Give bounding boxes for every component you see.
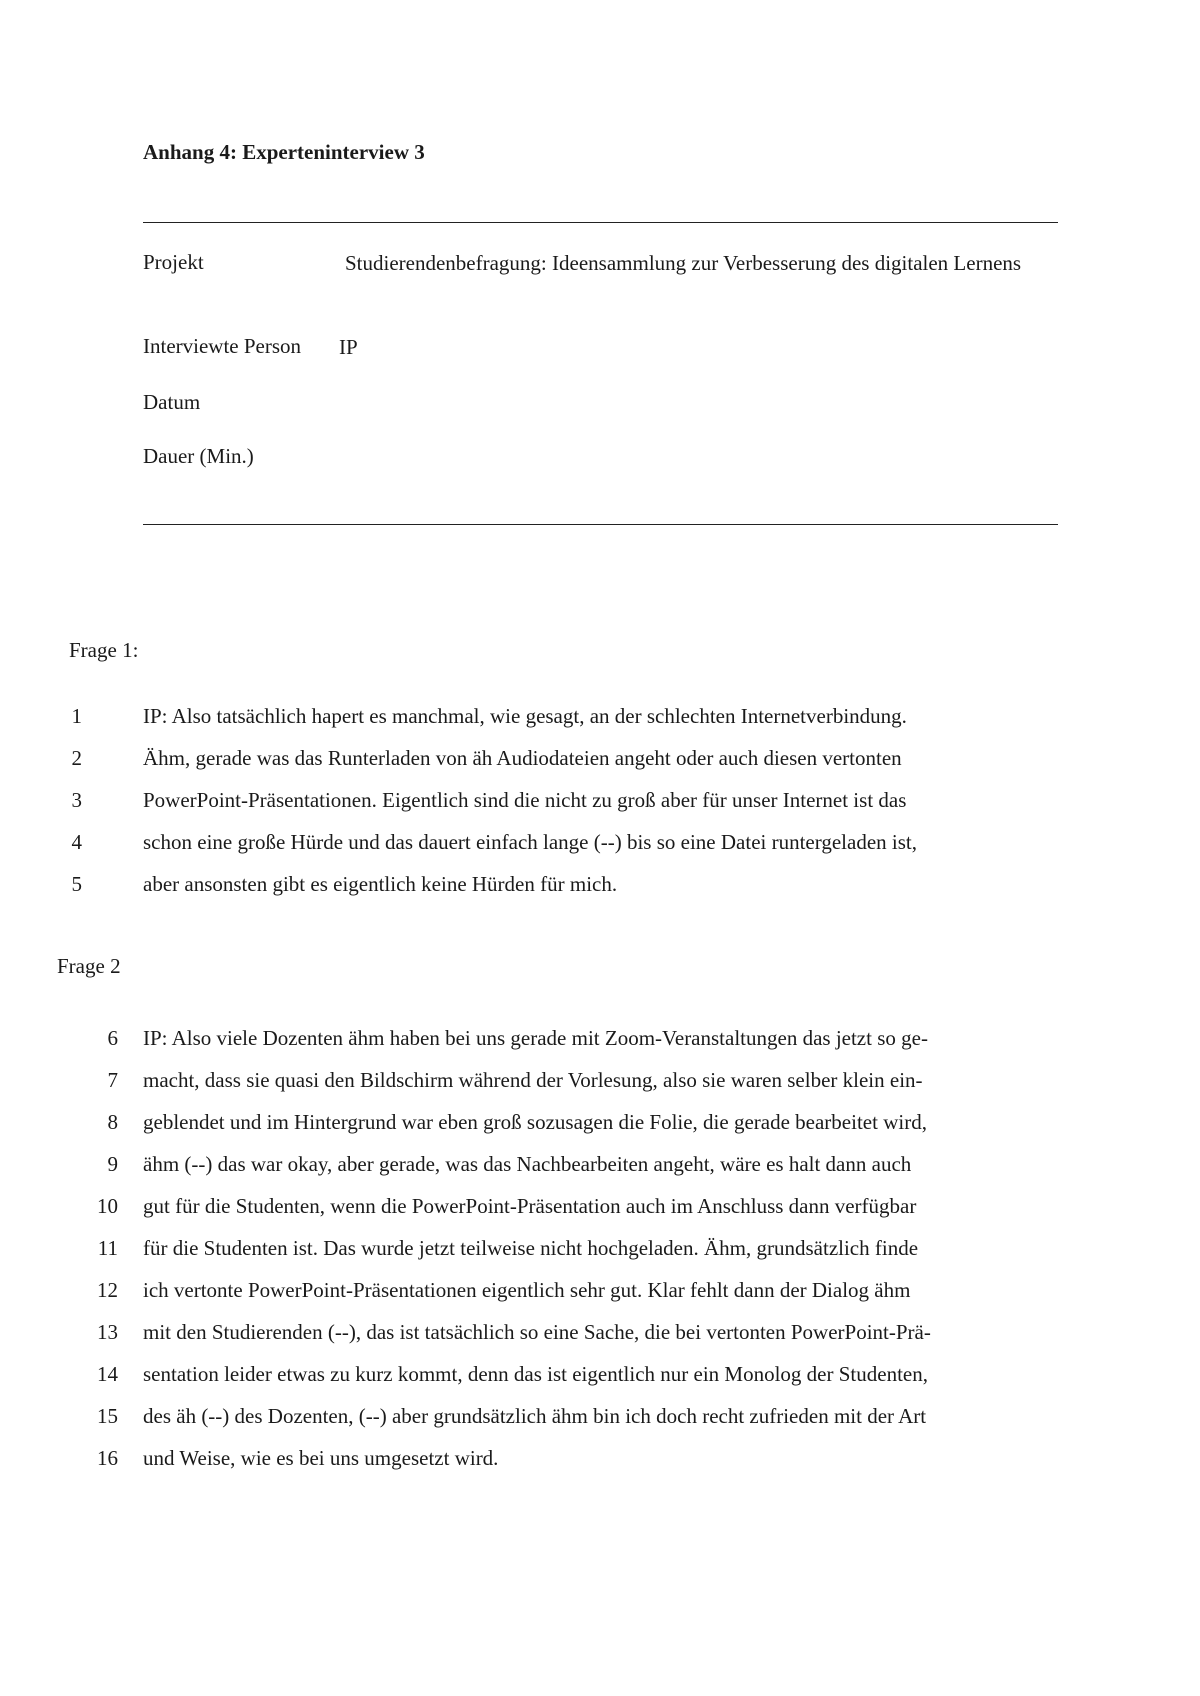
- transcript-line: [0, 1026, 1200, 1056]
- line-text: Ähm, gerade was das Runterladen von äh Audiodateien angeht oder auch diesen vertonten: [143, 746, 902, 770]
- line-text: und Weise, wie es bei uns umgesetzt wird.: [143, 1446, 499, 1470]
- transcript-line: [0, 1194, 1200, 1224]
- page-title: Anhang 4: Experteninterview 3: [143, 140, 425, 164]
- line-text: aber ansonsten gibt es eigentlich keine Hürden für mich.: [143, 872, 618, 896]
- transcript-line: [0, 1404, 1200, 1434]
- line-text: ähm (--) das war okay, aber gerade, was das Nachbearbeiten angeht, wäre es halt dann auch: [143, 1152, 912, 1176]
- line-number: 16: [97, 1446, 118, 1470]
- line-number: 4: [71, 830, 82, 854]
- transcript-line: [0, 1278, 1200, 1308]
- transcript-line: [0, 704, 1200, 734]
- meta-label: Dauer (Min.): [143, 444, 254, 468]
- line-number: 1: [71, 704, 82, 728]
- line-number: 13: [97, 1320, 118, 1344]
- line-number: 12: [97, 1278, 118, 1302]
- line-number: 6: [107, 1026, 118, 1050]
- line-text: geblendet und im Hintergrund war eben groß sozusagen die Folie, die gerade bearbeitet wird,: [143, 1110, 927, 1134]
- transcript-line: [0, 1446, 1200, 1476]
- meta-value: Studierendenbefragung: Ideensammlung zur Verbesserung des digitalen Lernens: [345, 251, 1022, 275]
- line-number: 9: [107, 1152, 118, 1176]
- line-text: macht, dass sie quasi den Bildschirm während der Vorlesung, also sie waren selber klein ein-: [143, 1068, 923, 1092]
- line-text: IP: Also viele Dozenten ähm haben bei uns gerade mit Zoom-Veranstaltungen das jetzt so ge-: [143, 1026, 928, 1050]
- transcript-line: [0, 1320, 1200, 1350]
- line-number: 3: [71, 788, 82, 812]
- line-text: IP: Also tatsächlich hapert es manchmal, wie gesagt, an der schlechten Internetverbindung.: [143, 704, 907, 728]
- transcript-line: [0, 1362, 1200, 1392]
- line-text: des äh (--) des Dozenten, (--) aber grundsätzlich ähm bin ich doch recht zufrieden mit der Art: [143, 1404, 927, 1428]
- meta-label: Projekt: [143, 250, 204, 274]
- line-text: für die Studenten ist. Das wurde jetzt teilweise nicht hochgeladen. Ähm, grundsätzlich finde: [143, 1236, 919, 1260]
- section-heading: Frage 1:: [69, 638, 139, 662]
- transcript-line: [0, 830, 1200, 860]
- transcript-line: [0, 746, 1200, 776]
- line-number: 5: [71, 872, 82, 896]
- transcript-line: [0, 1110, 1200, 1140]
- top-divider: [143, 222, 1058, 223]
- line-text: sentation leider etwas zu kurz kommt, denn das ist eigentlich nur ein Monolog der Studenten,: [143, 1362, 928, 1386]
- line-text: ich vertonte PowerPoint-Präsentationen eigentlich sehr gut. Klar fehlt dann der Dialog ähm: [143, 1278, 911, 1302]
- line-text: gut für die Studenten, wenn die PowerPoint-Präsentation auch im Anschluss dann verfügbar: [143, 1194, 917, 1218]
- transcript-line: [0, 788, 1200, 818]
- meta-label: Interviewte Person: [143, 334, 302, 358]
- meta-value: IP: [339, 335, 358, 359]
- bottom-divider: [143, 524, 1058, 525]
- line-number: 7: [107, 1068, 118, 1092]
- line-text: schon eine große Hürde und das dauert einfach lange (--) bis so eine Datei runtergeladen ist,: [143, 830, 917, 854]
- line-number: 2: [71, 746, 82, 770]
- transcript-line: [0, 1236, 1200, 1266]
- transcript-line: [0, 872, 1200, 902]
- section-heading: Frage 2: [57, 954, 121, 978]
- line-number: 14: [97, 1362, 118, 1386]
- line-text: PowerPoint-Präsentationen. Eigentlich sind die nicht zu groß aber für unser Internet ist das: [143, 788, 907, 812]
- line-number: 10: [97, 1194, 118, 1218]
- transcript-line: [0, 1152, 1200, 1182]
- transcript-line: [0, 1068, 1200, 1098]
- line-number: 8: [107, 1110, 118, 1134]
- line-text: mit den Studierenden (--), das ist tatsächlich so eine Sache, die bei vertonten PowerPoint-Prä-: [143, 1320, 931, 1344]
- meta-label: Datum: [143, 390, 201, 414]
- line-number: 15: [97, 1404, 118, 1428]
- line-number: 11: [97, 1236, 118, 1260]
